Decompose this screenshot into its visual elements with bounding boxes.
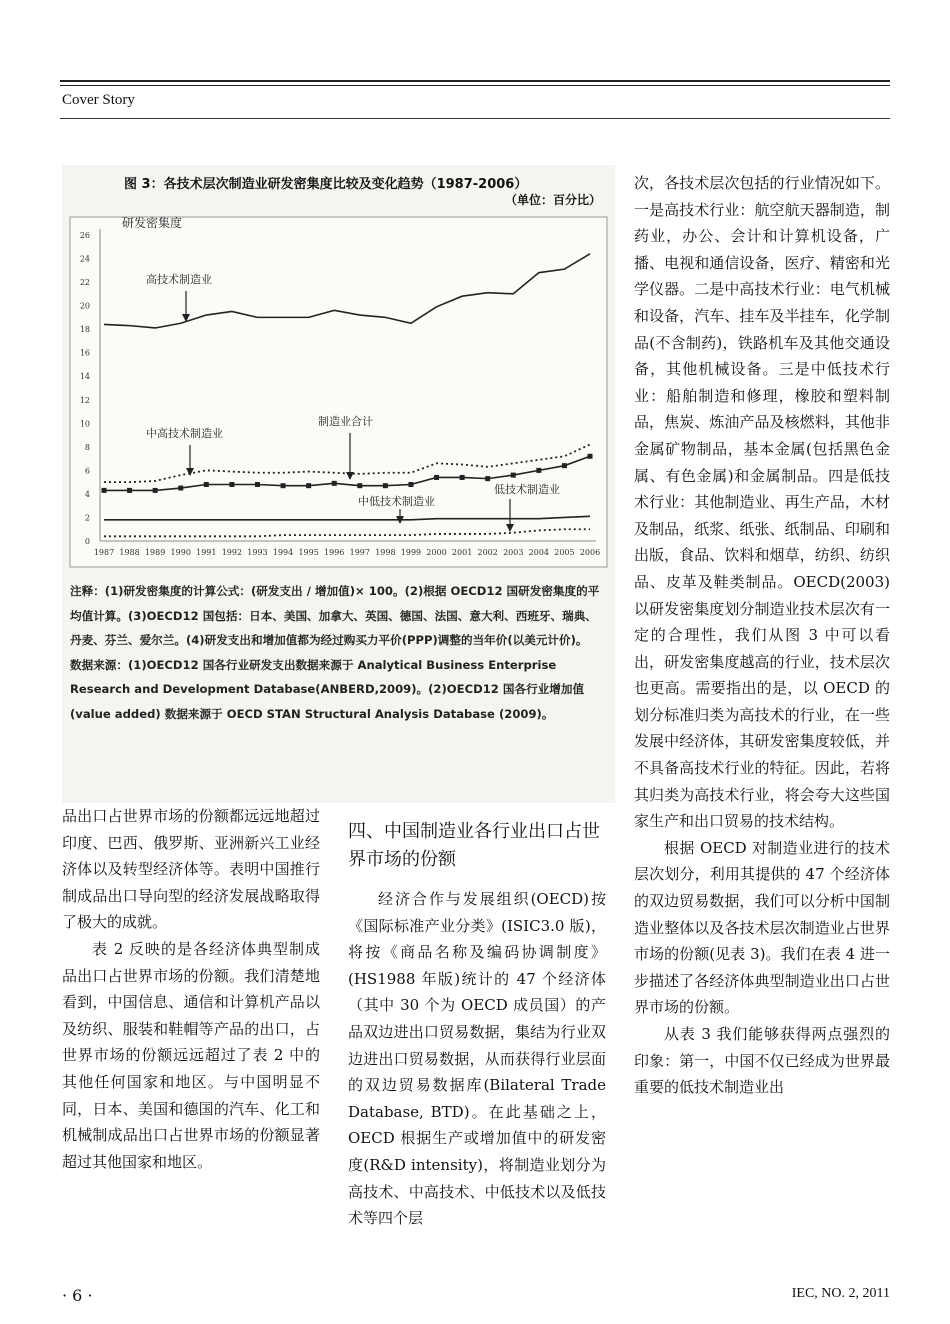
series-point [229, 482, 234, 487]
series-point [357, 483, 362, 488]
x-tick-label: 2000 [426, 548, 447, 557]
figure-title: 图 3：各技术层次制造业研发密集度比较及变化趋势（1987-2006） [124, 177, 528, 192]
series-point [332, 481, 337, 486]
annotation-label: 高技术制造业 [146, 273, 212, 286]
annotation-label: 中低技术制造业 [358, 495, 435, 508]
series-point [383, 483, 388, 488]
col3-paragraph-1: 次，各技术层次包括的行业情况如下。一是高技术行业：航空航天器制造，制药业，办公、会计和计算机设备，广播、电视和通信设备，医疗、精密和光学仪器。二是中高技术行业：电气机械和设备，汽车、挂车及半挂车，化学制品(不含制药)，铁路机车及其他交通设备，其他机械设备。三是中低技术行业：船舶制造和修理，橡胶和塑料制品，焦炭、炼油产品及核燃料，其他非金属矿物制品，基本金属(包括黑色金属、有色金属)和金属制品。四是低技术行业：其他制造业、再生产品，木材及制品，纸浆、纸张、纸制品、印刷和出版，食品、饮料和烟草，纺织、纺织品、皮革及鞋类制品。OECD(2003)以研发密集度划分制造业技术层次有一定的合理性，我们从图 3 中可以看出，研发密集度越高的行业，技术层次也更高。需要指出的是，以 OECD 的划分标准归类为高技术的行业，在一些发展中经济体，其研发密集度较低，并不具备高技术行业的特征。因此，若将其归类为高技术行业，将会夸大这些国家生产和出口贸易的技术结构。 [634, 174, 890, 831]
series-point [562, 463, 567, 468]
x-tick-label: 1997 [349, 548, 370, 557]
series-point [102, 488, 107, 493]
x-tick-label: 2003 [503, 548, 524, 557]
series-point [434, 475, 439, 480]
figure-unit: （单位：百分比） [504, 193, 601, 207]
y-tick-label: 4 [84, 489, 90, 499]
y-tick-label: 12 [79, 395, 90, 405]
x-tick-label: 1989 [144, 548, 166, 557]
figure-notes [70, 579, 608, 726]
y-tick-label: 6 [84, 466, 90, 476]
figure-note-text: 注释：(1)研发密集度的计算公式：(研发支出 / 增加值)× 100。(2)根据 OECD12 国研发密集度的平均值计算。(3)OECD12 国包括：日本、美国、加拿大、英国、德国、法国、意大利、西班牙、瑞典、丹麦、芬兰、爱尔兰。(4)研发支出和增加值都为经过购买力平价(PPP)调整的当年价(以美元计价)。 [70, 584, 600, 647]
series-point [460, 475, 465, 480]
section-label: Cover Story [62, 92, 135, 108]
y-tick-label: 10 [79, 419, 90, 429]
y-tick-label: 22 [79, 278, 90, 288]
x-tick-label: 2005 [554, 548, 575, 557]
header-rule [60, 118, 890, 119]
col3-paragraph-2: 根据 OECD 对制造业进行的技术层次划分，利用其提供的 47 个经济体的双边贸易数据，我们可以分析中国制造业整体以及各技术层次制造业占世界市场的份额(见表 3)。我们在表 4 进一步描述了各经济体典型制造业出口占世界市场的份额。 [634, 838, 890, 1017]
annotation-label: 制造业合计 [318, 415, 373, 428]
section-heading: 四、中国制造业各行业出口占世界市场的份额 [348, 821, 600, 870]
col2-paragraph-1: 经济合作与发展组织(OECD)按《国际标准产业分类》(ISIC3.0 版)，将按《商品名称及编码协调制度》(HS1988 年版)统计的 47 个经济体（其中 30 个为 OECD 成员国）的产品双边进出口贸易数据，集结为行业双边进出口贸易数据，从而获得行业层面的双边贸易数据库(Bilateral Trade Database, BTD)。在此基础之上，OECD 根据生产或增加值中的研发密度(R&D intensity)，将制造业划分为高技术、中高技术、中低技术以及低技术等四个层 [348, 890, 606, 1228]
y-tick-label: 18 [79, 325, 90, 335]
col1-paragraph-1: 品出口占世界市场的份额都远远地超过印度、巴西、俄罗斯、亚洲新兴工业经济体以及转型经济体等。表明中国推行制成品出口导向型的经济发展战略取得了极大的成就。 [62, 807, 320, 932]
journal-info: IEC, NO. 2, 2011 [791, 1286, 890, 1301]
top-rule-thin [60, 85, 890, 86]
x-tick-label: 1999 [400, 548, 422, 557]
series-point [255, 482, 260, 487]
annotation-label: 低技术制造业 [494, 483, 560, 496]
series-point [306, 483, 311, 488]
series-point [485, 476, 490, 481]
x-tick-label: 2002 [477, 548, 498, 557]
chart-frame [70, 217, 607, 567]
x-tick-label: 1996 [324, 548, 345, 557]
series-point [511, 473, 516, 478]
y-tick-label: 14 [79, 372, 90, 382]
x-tick-label: 1992 [221, 548, 243, 557]
x-tick-label: 1991 [196, 548, 217, 557]
series-point [588, 454, 593, 459]
x-tick-label: 1990 [170, 548, 191, 557]
y-tick-label: 16 [79, 348, 90, 358]
column-1 [62, 803, 320, 1175]
column-2 [348, 886, 606, 1232]
top-rule [60, 80, 890, 82]
x-tick-label: 1998 [375, 548, 396, 557]
annotation-label: 中高技术制造业 [146, 427, 223, 440]
page-number: · 6 · [62, 1286, 93, 1305]
y-tick-label: 26 [79, 231, 90, 240]
x-tick-label: 2006 [579, 548, 601, 557]
series-point [408, 482, 413, 487]
x-tick-label: 2001 [451, 548, 473, 557]
chart [62, 213, 615, 575]
y-tick-label: 0 [84, 537, 90, 546]
series-point [536, 468, 541, 473]
y-tick-label: 20 [79, 301, 90, 311]
series-point [178, 486, 183, 491]
x-tick-label: 1987 [93, 548, 115, 557]
y-axis-label: 研发密集度 [122, 216, 183, 230]
x-tick-label: 1994 [272, 548, 294, 557]
x-tick-label: 2004 [528, 548, 550, 557]
x-tick-label: 1995 [298, 548, 319, 557]
series-point [281, 483, 286, 488]
series-point [153, 488, 158, 493]
series-point [204, 482, 209, 487]
figure-source-text: 数据来源：(1)OECD12 国各行业研发支出数据来源于 Analytical Business Enterprise Research and Development Database(ANBERD,2009)。(2)OECD12 国各行业增加值 (value added) 数据来源于 OECD STAN Structural Analysis Database (2009)。 [70, 657, 585, 721]
y-tick-label: 8 [84, 442, 90, 452]
col3-paragraph-3: 从表 3 我们能够获得两点强烈的印象：第一，中国不仅已经成为世界最重要的低技术制造业出 [634, 1025, 890, 1097]
col1-paragraph-2: 表 2 反映的是各经济体典型制成品出口占世界市场的份额。我们清楚地看到，中国信息、通信和计算机产品以及纺织、服装和鞋帽等产品的出口，占世界市场的份额远远超过了表 2 中的其他任何国家和地区。与中国明显不同，日本、美国和德国的汽车、化工和机械制成品出口占世界市场的份额显著超过其他国家和地区。 [62, 939, 320, 1171]
x-tick-label: 1988 [119, 548, 140, 557]
series-point [127, 488, 132, 493]
figure-3 [62, 165, 615, 803]
y-tick-label: 24 [79, 254, 90, 264]
column-3 [634, 170, 890, 1101]
y-tick-label: 2 [84, 513, 90, 523]
x-tick-label: 1993 [247, 548, 268, 557]
